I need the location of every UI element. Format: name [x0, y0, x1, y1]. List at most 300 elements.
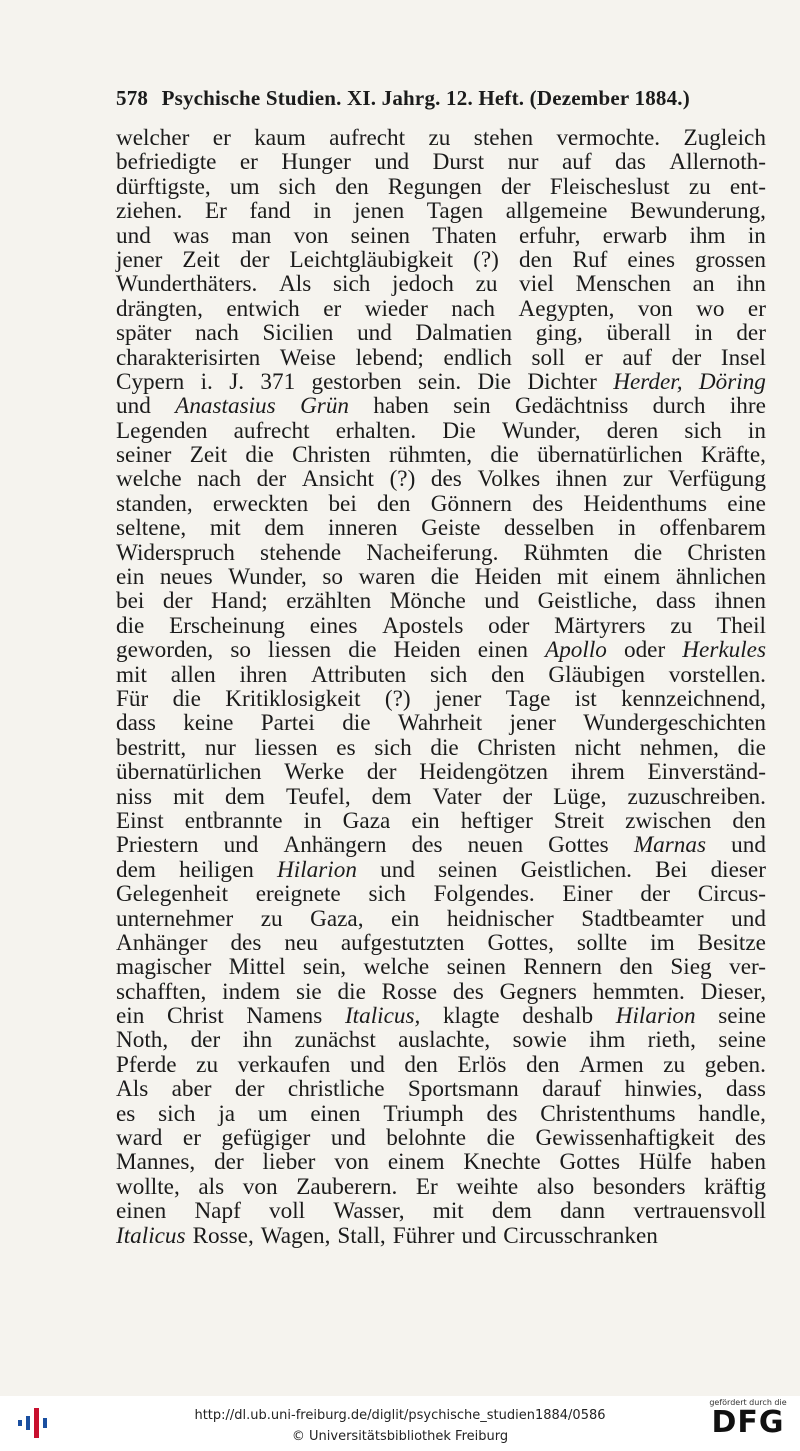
- word: sich: [374, 734, 412, 761]
- word: Durst: [432, 149, 485, 176]
- word: Armen: [579, 1051, 644, 1078]
- word: Triumph: [383, 1100, 464, 1127]
- text-line: [116, 638, 766, 662]
- word: er: [239, 149, 258, 176]
- word: besonders: [592, 1173, 686, 1200]
- word: Zauberern.: [296, 1173, 398, 1200]
- word: Dichter: [527, 368, 597, 395]
- text-line: [116, 1028, 766, 1052]
- word: sich: [158, 1100, 196, 1127]
- word: die: [348, 637, 377, 664]
- word: übernatürlichen: [116, 759, 262, 786]
- word: Heiden: [393, 637, 461, 664]
- text-line: [116, 199, 766, 223]
- word: er: [212, 125, 231, 151]
- word: sollte: [576, 929, 628, 956]
- word: und: [330, 1125, 366, 1152]
- word: ging,: [535, 320, 583, 347]
- word: Ansicht: [301, 466, 374, 493]
- word: die: [490, 442, 519, 469]
- word: einem: [603, 564, 661, 591]
- document-page: [116, 86, 766, 1248]
- word: haben: [373, 393, 429, 420]
- word: Herkules: [682, 637, 766, 664]
- word: seltene,: [116, 515, 187, 542]
- word: zu: [475, 271, 498, 298]
- word: Attributen: [310, 661, 407, 688]
- text-line: [116, 882, 766, 906]
- word: schafften,: [116, 978, 207, 1005]
- word: die: [430, 564, 460, 591]
- word: rieth,: [647, 1027, 696, 1054]
- word: jenen: [353, 198, 405, 225]
- word: wo: [696, 295, 725, 322]
- word: Die: [442, 417, 476, 444]
- word: einen: [116, 1198, 167, 1225]
- word: Anhänger: [116, 929, 208, 956]
- word: von: [637, 295, 673, 322]
- text-line: [116, 907, 766, 931]
- word: des: [230, 929, 262, 956]
- word: den: [335, 173, 369, 200]
- word: Führer: [392, 1222, 455, 1249]
- word: Besitze: [697, 929, 766, 956]
- word: und: [461, 1222, 497, 1249]
- word: Rosse: [381, 978, 438, 1005]
- text-line: [116, 785, 766, 809]
- word: die: [337, 978, 366, 1005]
- word: Vater: [432, 783, 482, 810]
- word: Tagen: [426, 198, 484, 225]
- word: der: [256, 466, 287, 493]
- word: Leichtgläubigkeit: [289, 246, 454, 273]
- text-line: [116, 1150, 766, 1174]
- text-line: [116, 1102, 766, 1126]
- word: hinwies,: [624, 1076, 703, 1103]
- word: Dieser,: [700, 978, 766, 1005]
- word: Christenthums: [540, 1100, 676, 1127]
- text-line: [116, 687, 766, 711]
- word: Streit: [553, 807, 605, 834]
- word: und: [374, 149, 410, 176]
- word: ihre: [729, 393, 766, 420]
- word: der: [190, 1027, 221, 1054]
- word: Hunger: [281, 149, 351, 176]
- word: Gläubigen: [548, 661, 645, 688]
- word: Verfügung: [668, 466, 766, 493]
- word: deren: [606, 417, 659, 444]
- word: zunächst: [294, 1027, 376, 1054]
- word: die: [486, 1125, 515, 1152]
- word: weihte: [456, 1173, 519, 1200]
- word: neu: [284, 929, 318, 956]
- word: Als: [116, 1076, 149, 1103]
- word: viel: [519, 271, 554, 298]
- word: Wahrheit: [397, 710, 483, 737]
- word: der: [234, 1076, 265, 1103]
- word: jener: [116, 246, 163, 273]
- word: ihn: [242, 1027, 273, 1054]
- word: Bewunderung,: [630, 198, 766, 225]
- word: des: [430, 466, 462, 493]
- word: dem: [116, 856, 156, 883]
- word: ihm: [689, 222, 726, 249]
- word: zu: [670, 612, 693, 639]
- word: entwich: [226, 295, 300, 322]
- text-line: [116, 980, 766, 1004]
- word: Erlös: [457, 1051, 507, 1078]
- word: gestorben: [311, 368, 402, 395]
- word: Folgendes.: [433, 881, 535, 908]
- word: einen: [310, 1100, 361, 1127]
- word: die: [245, 442, 274, 469]
- word: der: [640, 881, 670, 908]
- word: Circus-: [697, 881, 766, 908]
- word: wieder: [364, 295, 428, 322]
- word: Gaza: [342, 807, 391, 834]
- word: in: [313, 198, 332, 225]
- word: die: [342, 710, 371, 737]
- word: charakterisirten: [116, 344, 261, 371]
- word: Als: [279, 271, 312, 298]
- word: handle,: [698, 1100, 766, 1127]
- word: erzählten: [286, 588, 372, 615]
- word: kaum: [254, 125, 306, 151]
- word: den: [619, 954, 653, 981]
- word: erwarb: [602, 222, 668, 249]
- word: ihm: [589, 1027, 626, 1054]
- word: ihren: [239, 661, 288, 688]
- word: eines: [309, 612, 358, 639]
- word: neues: [159, 564, 213, 591]
- word: geben.: [704, 1051, 766, 1078]
- word: zu: [663, 1051, 686, 1078]
- word: Wunder,: [501, 417, 581, 444]
- word: Mittel: [228, 954, 286, 981]
- word: Kritiklosigkeit: [225, 685, 361, 712]
- word: Einer: [562, 881, 613, 908]
- text-line: [116, 467, 766, 491]
- word: J.: [229, 368, 245, 395]
- word: desselben: [504, 515, 595, 542]
- word: Rühmten: [523, 539, 609, 566]
- word: des: [735, 1125, 766, 1152]
- text-line: [116, 1077, 766, 1101]
- text-line: [116, 1224, 766, 1248]
- word: Gottes: [548, 832, 609, 859]
- word: mit: [116, 661, 147, 688]
- word: niss: [116, 783, 153, 810]
- word: in: [303, 807, 322, 834]
- word: ward: [116, 1125, 163, 1152]
- word: bei: [116, 588, 145, 615]
- word: auf: [622, 344, 652, 371]
- dfg-wordmark: DFG: [711, 1405, 785, 1440]
- word: Italicus: [116, 1222, 186, 1249]
- word: lebend;: [355, 344, 424, 371]
- word: belohnte: [386, 1125, 467, 1152]
- word: geworden,: [116, 637, 214, 664]
- text-line: [116, 833, 766, 857]
- running-header: [116, 86, 766, 126]
- word: christliche: [287, 1076, 385, 1103]
- word: Geistlichen.: [520, 856, 632, 883]
- word: die: [737, 734, 766, 761]
- word: ihn: [736, 271, 766, 298]
- word: offenbarem: [659, 515, 766, 542]
- word: Aegypten,: [518, 295, 615, 322]
- word: Mannes,: [116, 1149, 196, 1176]
- word: voll: [269, 1198, 306, 1225]
- text-line: [116, 297, 766, 321]
- word: und: [223, 832, 259, 859]
- word: Apostels: [382, 612, 464, 639]
- text-line: [116, 614, 766, 638]
- word: ein: [116, 1003, 145, 1030]
- dfg-tagline: gefördert durch die: [709, 1398, 787, 1407]
- word: welche: [363, 954, 430, 981]
- word: Gewissenhaftigkeit: [535, 1125, 715, 1152]
- word: seiner: [116, 442, 172, 469]
- word: ähnlichen: [675, 564, 766, 591]
- word: unternehmer: [116, 905, 234, 932]
- word: Gottes,: [487, 929, 554, 956]
- word: kennzeichnend,: [621, 685, 766, 712]
- word: der: [214, 1149, 244, 1176]
- word: ist: [574, 685, 597, 712]
- word: seinen: [446, 954, 506, 981]
- text-line: [116, 931, 766, 955]
- word: zu: [688, 173, 711, 200]
- word: Legenden: [116, 417, 208, 444]
- word: eines: [627, 246, 676, 273]
- word: er: [747, 295, 766, 322]
- page-number: 578: [116, 86, 149, 110]
- word: der: [162, 588, 193, 615]
- word: soll: [531, 344, 565, 371]
- word: so: [322, 564, 344, 591]
- word: der: [501, 173, 531, 200]
- word: darauf: [542, 1076, 602, 1103]
- word: die: [172, 685, 201, 712]
- word: Er: [415, 1173, 438, 1200]
- word: die: [633, 539, 663, 566]
- word: Nacheiferung.: [366, 539, 499, 566]
- word: nach: [195, 320, 239, 347]
- word: Gönnern: [430, 490, 512, 517]
- word: Theil: [717, 612, 766, 639]
- word: ziehen.: [116, 198, 183, 225]
- word: standen,: [116, 490, 193, 517]
- word: Menschen: [575, 271, 671, 298]
- word: indem: [222, 978, 281, 1005]
- word: auf: [561, 149, 592, 176]
- text-line: [116, 443, 766, 467]
- word: und: [116, 222, 151, 249]
- word: Geiste: [421, 515, 481, 542]
- word: Dalmatien: [415, 320, 513, 347]
- word: gefügiger: [221, 1125, 311, 1152]
- word: Gedächtniss: [514, 393, 629, 420]
- word: zu: [196, 1051, 219, 1078]
- word: sein.: [418, 368, 462, 395]
- word: dass: [655, 588, 696, 615]
- word: Rennern: [523, 954, 602, 981]
- word: dem: [225, 783, 265, 810]
- word: sich: [332, 271, 371, 298]
- text-line: [116, 1175, 766, 1199]
- word: (?): [384, 685, 411, 712]
- word: und: [357, 320, 392, 347]
- word: Apollo: [545, 637, 607, 664]
- word: später: [116, 320, 172, 347]
- word: Grün: [300, 393, 350, 420]
- word: er: [182, 1125, 201, 1152]
- word: Heidenthums: [583, 490, 708, 517]
- word: die: [430, 734, 459, 761]
- word: nicht: [574, 734, 622, 761]
- word: dürftigste,: [116, 173, 211, 200]
- word: im: [650, 929, 675, 956]
- word: den: [377, 490, 411, 517]
- word: einen: [477, 637, 528, 664]
- word: Wunder,: [228, 564, 307, 591]
- word: Die: [477, 368, 511, 395]
- text-line: [116, 760, 766, 784]
- word: sich: [368, 881, 406, 908]
- word: einem: [387, 1149, 445, 1176]
- word: Pferde: [116, 1051, 177, 1078]
- word: Gottes: [559, 1149, 621, 1176]
- word: das: [615, 149, 646, 176]
- text-line: [116, 346, 766, 370]
- word: um: [257, 1100, 288, 1127]
- word: Insel: [720, 344, 766, 371]
- text-line: [116, 858, 766, 882]
- word: Hülfe: [638, 1149, 692, 1176]
- word: sein: [453, 393, 491, 420]
- word: und: [731, 905, 766, 932]
- word: Geistliche,: [537, 588, 638, 615]
- text-line: [116, 492, 766, 516]
- dfg-logo: [704, 1398, 792, 1448]
- text-line: [116, 419, 766, 443]
- word: dann: [560, 1198, 606, 1225]
- word: deshalb: [522, 1003, 594, 1030]
- word: ereignete: [255, 881, 341, 908]
- word: Lüge,: [553, 783, 607, 810]
- word: Christen: [687, 539, 766, 566]
- word: oder: [623, 637, 666, 664]
- word: grossen: [695, 246, 766, 273]
- word: er: [584, 344, 603, 371]
- word: Kräfte,: [700, 442, 766, 469]
- word: seine: [718, 1003, 766, 1030]
- word: durch: [652, 393, 706, 420]
- word: vorstellen.: [668, 661, 766, 688]
- word: Volkes: [477, 466, 541, 493]
- word: Christ: [166, 1003, 224, 1030]
- word: ver-: [729, 954, 766, 981]
- text-line: [116, 541, 766, 565]
- text-line: [116, 1126, 766, 1150]
- word: Namens: [246, 1003, 323, 1030]
- word: ein: [116, 564, 145, 591]
- word: mit: [173, 783, 205, 810]
- word: seinen: [350, 222, 410, 249]
- word: nehmen,: [639, 734, 719, 761]
- word: Christen: [477, 734, 556, 761]
- word: Stall,: [337, 1222, 386, 1249]
- word: übernatürlichen: [537, 442, 683, 469]
- word: sich: [430, 661, 468, 688]
- word: Wunderthäters.: [116, 271, 258, 298]
- word: Herder,: [613, 368, 683, 395]
- word: es: [116, 1100, 136, 1127]
- text-line: [116, 589, 766, 613]
- word: stehen: [473, 125, 534, 151]
- word: kräftig: [704, 1173, 766, 1200]
- word: dem: [264, 515, 305, 542]
- word: so: [230, 637, 251, 664]
- word: allgemeine: [505, 198, 608, 225]
- word: ihrem: [570, 759, 625, 786]
- word: Knechte: [463, 1149, 541, 1176]
- word: zuzuschreiben.: [627, 783, 766, 810]
- word: Zugleich: [683, 125, 766, 151]
- word: den: [404, 1051, 438, 1078]
- word: endlich: [443, 344, 512, 371]
- word: Marnas: [633, 832, 706, 859]
- word: verkaufen: [237, 1051, 331, 1078]
- word: der: [366, 759, 397, 786]
- text-line: [116, 224, 766, 248]
- word: es: [336, 734, 356, 761]
- word: Sicilien: [262, 320, 334, 347]
- word: Hilarion: [615, 1003, 696, 1030]
- word: und: [731, 832, 766, 859]
- word: allen: [170, 661, 216, 688]
- word: heidnischer: [446, 905, 554, 932]
- word: Werke: [284, 759, 345, 786]
- word: zwischen: [625, 807, 712, 834]
- word: oder: [488, 612, 530, 639]
- word: entbrannte: [184, 807, 283, 834]
- word: Christen: [292, 442, 371, 469]
- word: welcher: [116, 125, 190, 151]
- word: Hilarion: [277, 856, 357, 883]
- source-url[interactable]: http://dl.ub.uni-freiburg.de/diglit/psychische_studien1884/0586: [194, 1408, 606, 1423]
- word: nur: [204, 734, 236, 761]
- text-line: [116, 150, 766, 174]
- word: Ruf: [572, 246, 608, 273]
- word: Italicus,: [344, 1003, 421, 1030]
- word: jener: [509, 710, 556, 737]
- word: von: [242, 1173, 278, 1200]
- word: Napf: [194, 1198, 241, 1225]
- word: dem: [371, 783, 412, 810]
- word: heiligen: [179, 856, 254, 883]
- word: Einverständ-: [647, 759, 766, 786]
- body-text: [116, 126, 766, 1248]
- text-line: [116, 248, 766, 272]
- word: Für: [116, 685, 149, 712]
- word: Döring: [698, 368, 766, 395]
- word: mit: [209, 515, 241, 542]
- word: sowie: [512, 1027, 567, 1054]
- word: hemmten.: [592, 978, 685, 1005]
- word: als: [198, 1173, 225, 1200]
